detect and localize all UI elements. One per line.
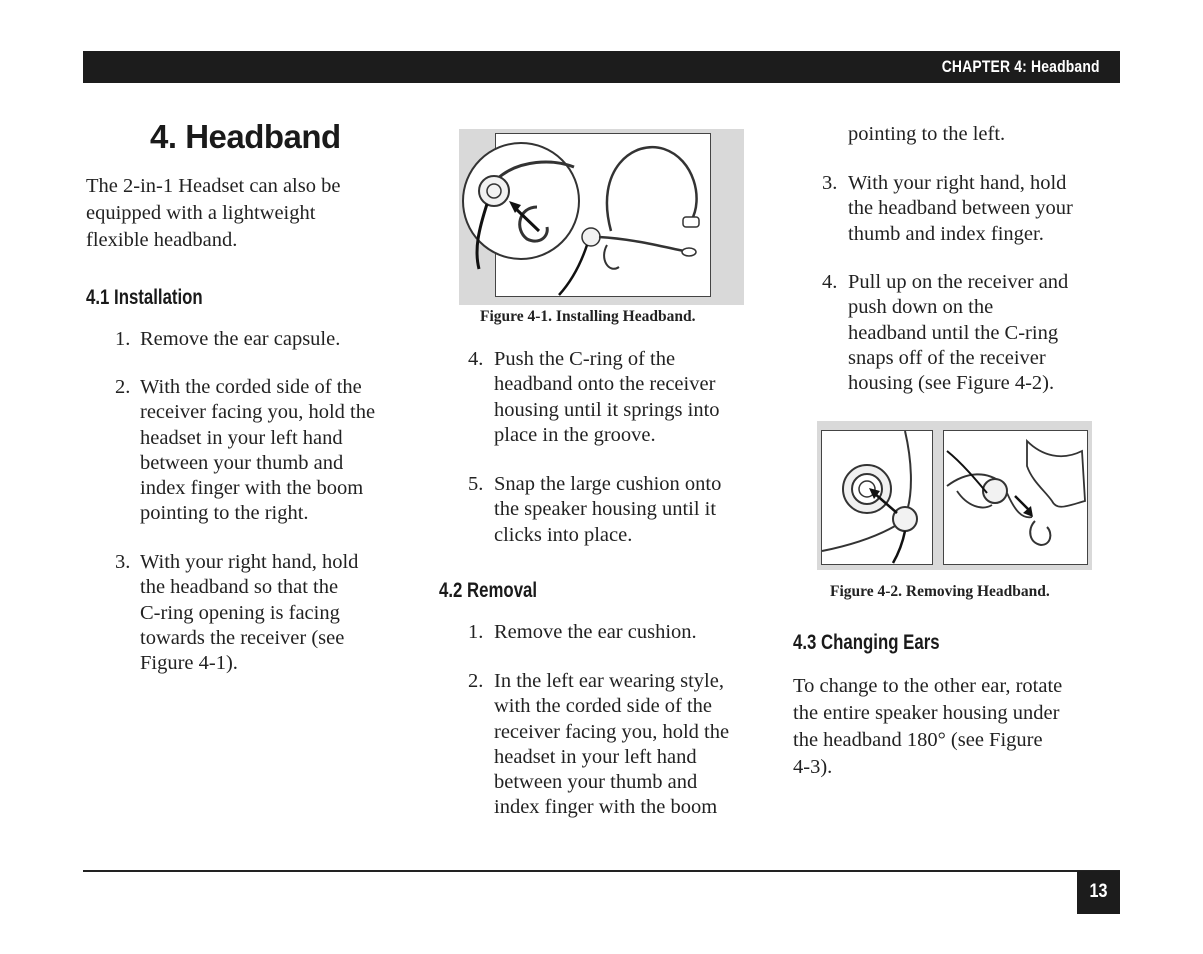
figure-4-2 (817, 421, 1092, 570)
step-line: receiver facing you, hold the (140, 401, 376, 424)
page-number: 13 (1089, 881, 1108, 902)
step-line: In the left ear wearing style, (494, 670, 724, 692)
step-line: headband until the C-ring (848, 321, 1059, 344)
paragraph-line: To change to the other ear, rotate (793, 675, 1063, 697)
step-line: With your right hand, hold (848, 172, 1067, 194)
step-line: Push the C-ring of the (494, 348, 676, 370)
chapter-header-bar (83, 51, 1120, 83)
footer-rule (83, 870, 1120, 872)
paragraph-line: the headband 180° (see Figure (793, 729, 1043, 751)
step-number: 4. (822, 271, 838, 293)
step-line: clicks into place. (494, 523, 633, 546)
step-line: C-ring opening is facing (140, 601, 340, 624)
section-heading-changing-ears: 4.3 Changing Ears (793, 631, 940, 654)
step-line: the headband so that the (140, 576, 339, 599)
changing-ears-paragraph (793, 673, 1062, 781)
figure-4-1-caption: Figure 4-1. Installing Headband. (480, 308, 696, 325)
headband-install-illustration (459, 129, 744, 305)
step-line: headband onto the receiver (494, 373, 716, 396)
step-line: index finger with the boom (140, 477, 364, 500)
step-number: 2. (115, 376, 131, 398)
paragraph-line: 4-3). (793, 756, 833, 778)
intro-paragraph (86, 173, 340, 254)
paragraph-line: the entire speaker housing under (793, 702, 1060, 724)
step-line: snaps off of the receiver (848, 346, 1046, 369)
step-line: Remove the ear cushion. (494, 621, 697, 643)
step-line: push down on the (848, 296, 994, 319)
step-number: 3. (115, 551, 131, 573)
section-heading-installation: 4.1 Installation (86, 286, 203, 309)
step-line: pointing to the right. (140, 502, 309, 525)
page-title: 4. Headband (150, 118, 341, 155)
step-line: the speaker housing until it (494, 498, 717, 521)
step-line: index finger with the boom (494, 796, 718, 819)
step-line: With your right hand, hold (140, 551, 359, 573)
step-line: housing until it springs into (494, 398, 720, 421)
step-line: headset in your left hand (140, 426, 343, 449)
step-line: receiver facing you, hold the (494, 720, 730, 743)
intro-line: equipped with a lightweight (86, 202, 316, 224)
step-line: towards the receiver (see (140, 626, 345, 649)
step-number: 4. (468, 348, 484, 370)
step-line: Snap the large cushion onto (494, 473, 722, 495)
step-line: between your thumb and (140, 451, 344, 474)
step-number: 3. (822, 172, 838, 194)
intro-line: flexible headband. (86, 229, 238, 251)
page-number-box (1077, 871, 1120, 914)
step-number: 1. (468, 621, 484, 643)
figure-4-1 (459, 129, 744, 305)
step-line: housing (see Figure 4-2). (848, 372, 1055, 395)
step-line: thumb and index finger. (848, 222, 1044, 245)
step-number: 5. (468, 473, 484, 495)
step-line: pointing to the left. (848, 123, 1006, 145)
step-line: Figure 4-1). (140, 652, 238, 675)
step-line: headset in your left hand (494, 745, 697, 768)
figure-4-2-caption: Figure 4-2. Removing Headband. (830, 583, 1050, 600)
chapter-title: CHAPTER 4: Headband (941, 57, 1100, 76)
step-number: 2. (468, 670, 484, 692)
step-line: place in the groove. (494, 423, 656, 446)
section-heading-removal: 4.2 Removal (439, 579, 538, 602)
step-line: Remove the ear capsule. (140, 328, 341, 350)
step-line: Pull up on the receiver and (848, 271, 1069, 293)
step-number: 1. (115, 328, 131, 350)
step-line: the headband between your (848, 197, 1073, 220)
intro-line: The 2-in-1 Headset can also be (86, 175, 341, 197)
headband-removal-illustration (817, 421, 1092, 570)
step-line: With the corded side of the (140, 376, 362, 398)
step-line: between your thumb and (494, 771, 698, 794)
step-line: with the corded side of the (494, 695, 713, 718)
